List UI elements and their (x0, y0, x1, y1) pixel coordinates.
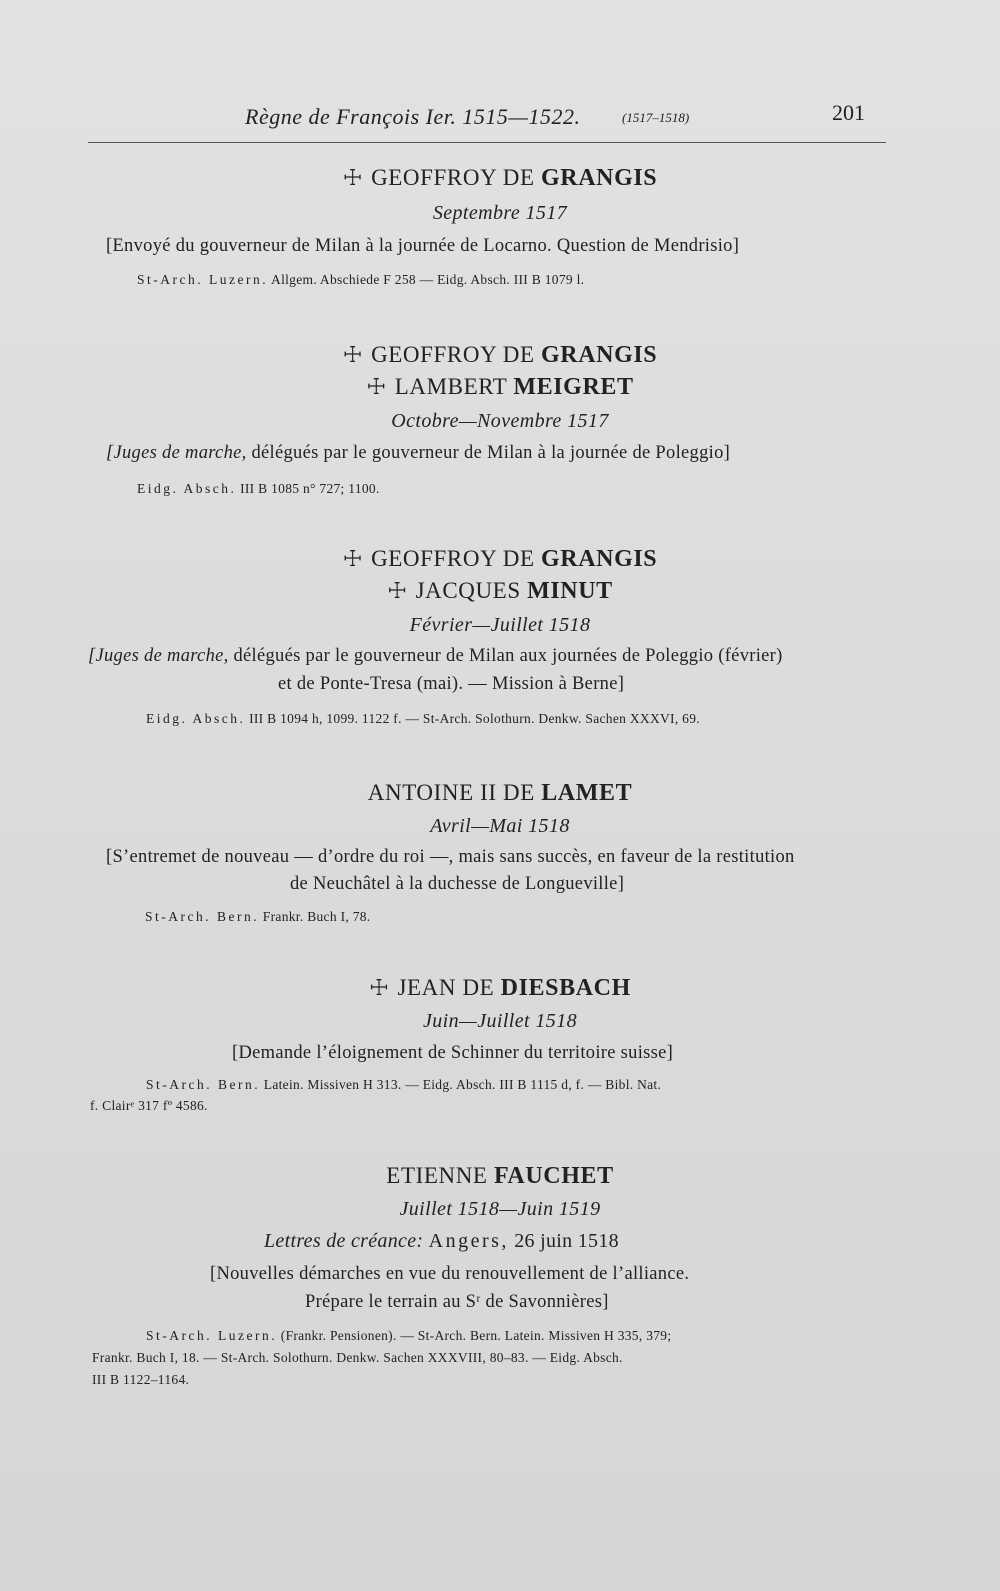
text-italic-prefix: [Juges de marche, (106, 443, 247, 463)
ref-archive: St-Arch. Luzern. (137, 272, 269, 287)
ref-rest: Frankr. Buch I, 78. (262, 909, 371, 924)
running-header (0, 100, 1000, 136)
name-prefix: JEAN DE (397, 975, 495, 1000)
cross-icon: ☩ (342, 165, 364, 190)
cross-icon: ☩ (366, 374, 387, 399)
entry-4-text-line-1: [S’entremet de nouveau — d’ordre du roi —, mais sans succès, en faveur de la restitution (106, 847, 795, 867)
running-title: Règne de François Ier. 1515—1522. (245, 104, 581, 129)
entry-6-ref-line-2: Frankr. Buch I, 18. — St-Arch. Solothurn. Denkw. Sachen XXXVIII, 80–83. — Eidg. Absch. (92, 1350, 623, 1365)
entry-6-name (0, 1163, 1000, 1190)
page-number: 201 (832, 100, 865, 125)
surname: FAUCHET (493, 1163, 614, 1189)
entry-6-ref-line-3: III B 1122–1164. (92, 1372, 190, 1387)
name-prefix: GEOFFROY DE (371, 165, 535, 190)
name-prefix: LAMBERT (394, 374, 508, 399)
text-line: délégués par le gouverneur de Milan à la journée de Poleggio] (251, 443, 731, 463)
ref-archive: St-Arch. Luzern. (146, 1328, 278, 1343)
entry-6-text-line-2: Prépare le terrain au Sʳ de Savonnières] (305, 1292, 609, 1312)
ref-archive: St-Arch. Bern. (146, 1077, 261, 1092)
surname: MINUT (527, 578, 613, 604)
name-prefix: ANTOINE II DE (367, 780, 535, 805)
entry-3-period: Février—Juillet 1518 (409, 614, 591, 636)
entry-6-ref-line-1 (146, 1328, 671, 1344)
name-prefix: ETIENNE (386, 1163, 488, 1188)
entry-1-text: [Envoyé du gouverneur de Milan à la journée de Locarno. Question de Mendrisio] (106, 236, 740, 256)
surname: GRANGIS (541, 546, 658, 572)
entry-6-period: Juillet 1518—Juin 1519 (399, 1198, 601, 1220)
entry-4-ref (145, 909, 371, 925)
ref-rest: Allgem. Abschiede F 258 — Eidg. Absch. III B 1079 l. (271, 272, 585, 287)
entry-4-period: Avril—Mai 1518 (430, 815, 570, 837)
entry-2-name-1 (0, 342, 1000, 369)
entry-2-name-2 (0, 374, 1000, 401)
entry-3-ref (146, 711, 700, 727)
entry-2-ref (137, 481, 380, 497)
ref-rest: Latein. Missiven H 313. — Eidg. Absch. III B 1115 d, f. — Bibl. Nat. (263, 1077, 662, 1092)
name-prefix: GEOFFROY DE (371, 342, 535, 367)
entry-5-ref-line-2: f. Clairᵉ 317 fº 4586. (90, 1098, 208, 1113)
entry-1-ref (137, 272, 584, 288)
entry-3-text-line-2: et de Ponte-Tresa (mai). — Mission à Berne] (278, 674, 625, 694)
ref-archive: Eidg. Absch. (146, 711, 246, 726)
entry-3-name-2 (0, 578, 1000, 605)
cross-icon: ☩ (342, 546, 364, 571)
credence-label: Lettres de créance: (264, 1230, 424, 1252)
surname: GRANGIS (541, 165, 658, 191)
entry-3-name-1 (0, 546, 1000, 573)
cross-icon: ☩ (342, 342, 364, 367)
entry-6-text-line-1: [Nouvelles démarches en vue du renouvellement de l’alliance. (210, 1264, 690, 1284)
entry-1-period: Septembre 1517 (432, 202, 568, 224)
entry-1-name (0, 165, 1000, 192)
cross-icon: ☩ (369, 975, 390, 1000)
text-line: délégués par le gouverneur de Milan aux journées de Poleggio (février) (233, 646, 783, 666)
entry-2-period: Octobre—Novembre 1517 (391, 410, 609, 432)
surname: LAMET (541, 780, 633, 806)
credence-place: Angers, (428, 1230, 509, 1252)
entry-4-name (0, 780, 1000, 807)
text-italic-prefix: [Juges de marche, (88, 646, 229, 666)
ref-archive: St-Arch. Bern. (145, 909, 260, 924)
credence-date: 26 juin 1518 (514, 1230, 619, 1252)
surname: MEIGRET (513, 374, 634, 400)
surname: GRANGIS (541, 342, 658, 368)
ref-rest: (Frankr. Pensionen). — St-Arch. Bern. Latein. Missiven H 335, 379; (280, 1328, 672, 1343)
entry-5-ref-line-1 (146, 1077, 661, 1093)
name-prefix: JACQUES (415, 578, 521, 603)
name-prefix: GEOFFROY DE (371, 546, 535, 571)
header-rule (88, 142, 886, 143)
entry-3-text-line-1 (88, 646, 783, 667)
ref-rest: III B 1085 n° 727; 1100. (240, 481, 380, 496)
entry-4-text-line-2: de Neuchâtel à la duchesse de Longueville] (290, 874, 625, 894)
running-years: (1517–1518) (622, 110, 690, 125)
entry-5-name (0, 975, 1000, 1002)
cross-icon: ☩ (387, 578, 408, 603)
entry-2-text (106, 443, 730, 464)
ref-archive: Eidg. Absch. (137, 481, 237, 496)
entry-5-text: [Demande l’éloignement de Schinner du territoire suisse] (232, 1043, 674, 1063)
entry-5-period: Juin—Juillet 1518 (423, 1010, 577, 1032)
entry-6-credence (264, 1230, 619, 1253)
surname: DIESBACH (500, 975, 631, 1001)
ref-rest: III B 1094 h, 1099. 1122 f. — St-Arch. Solothurn. Denkw. Sachen XXXVI, 69. (249, 711, 700, 726)
